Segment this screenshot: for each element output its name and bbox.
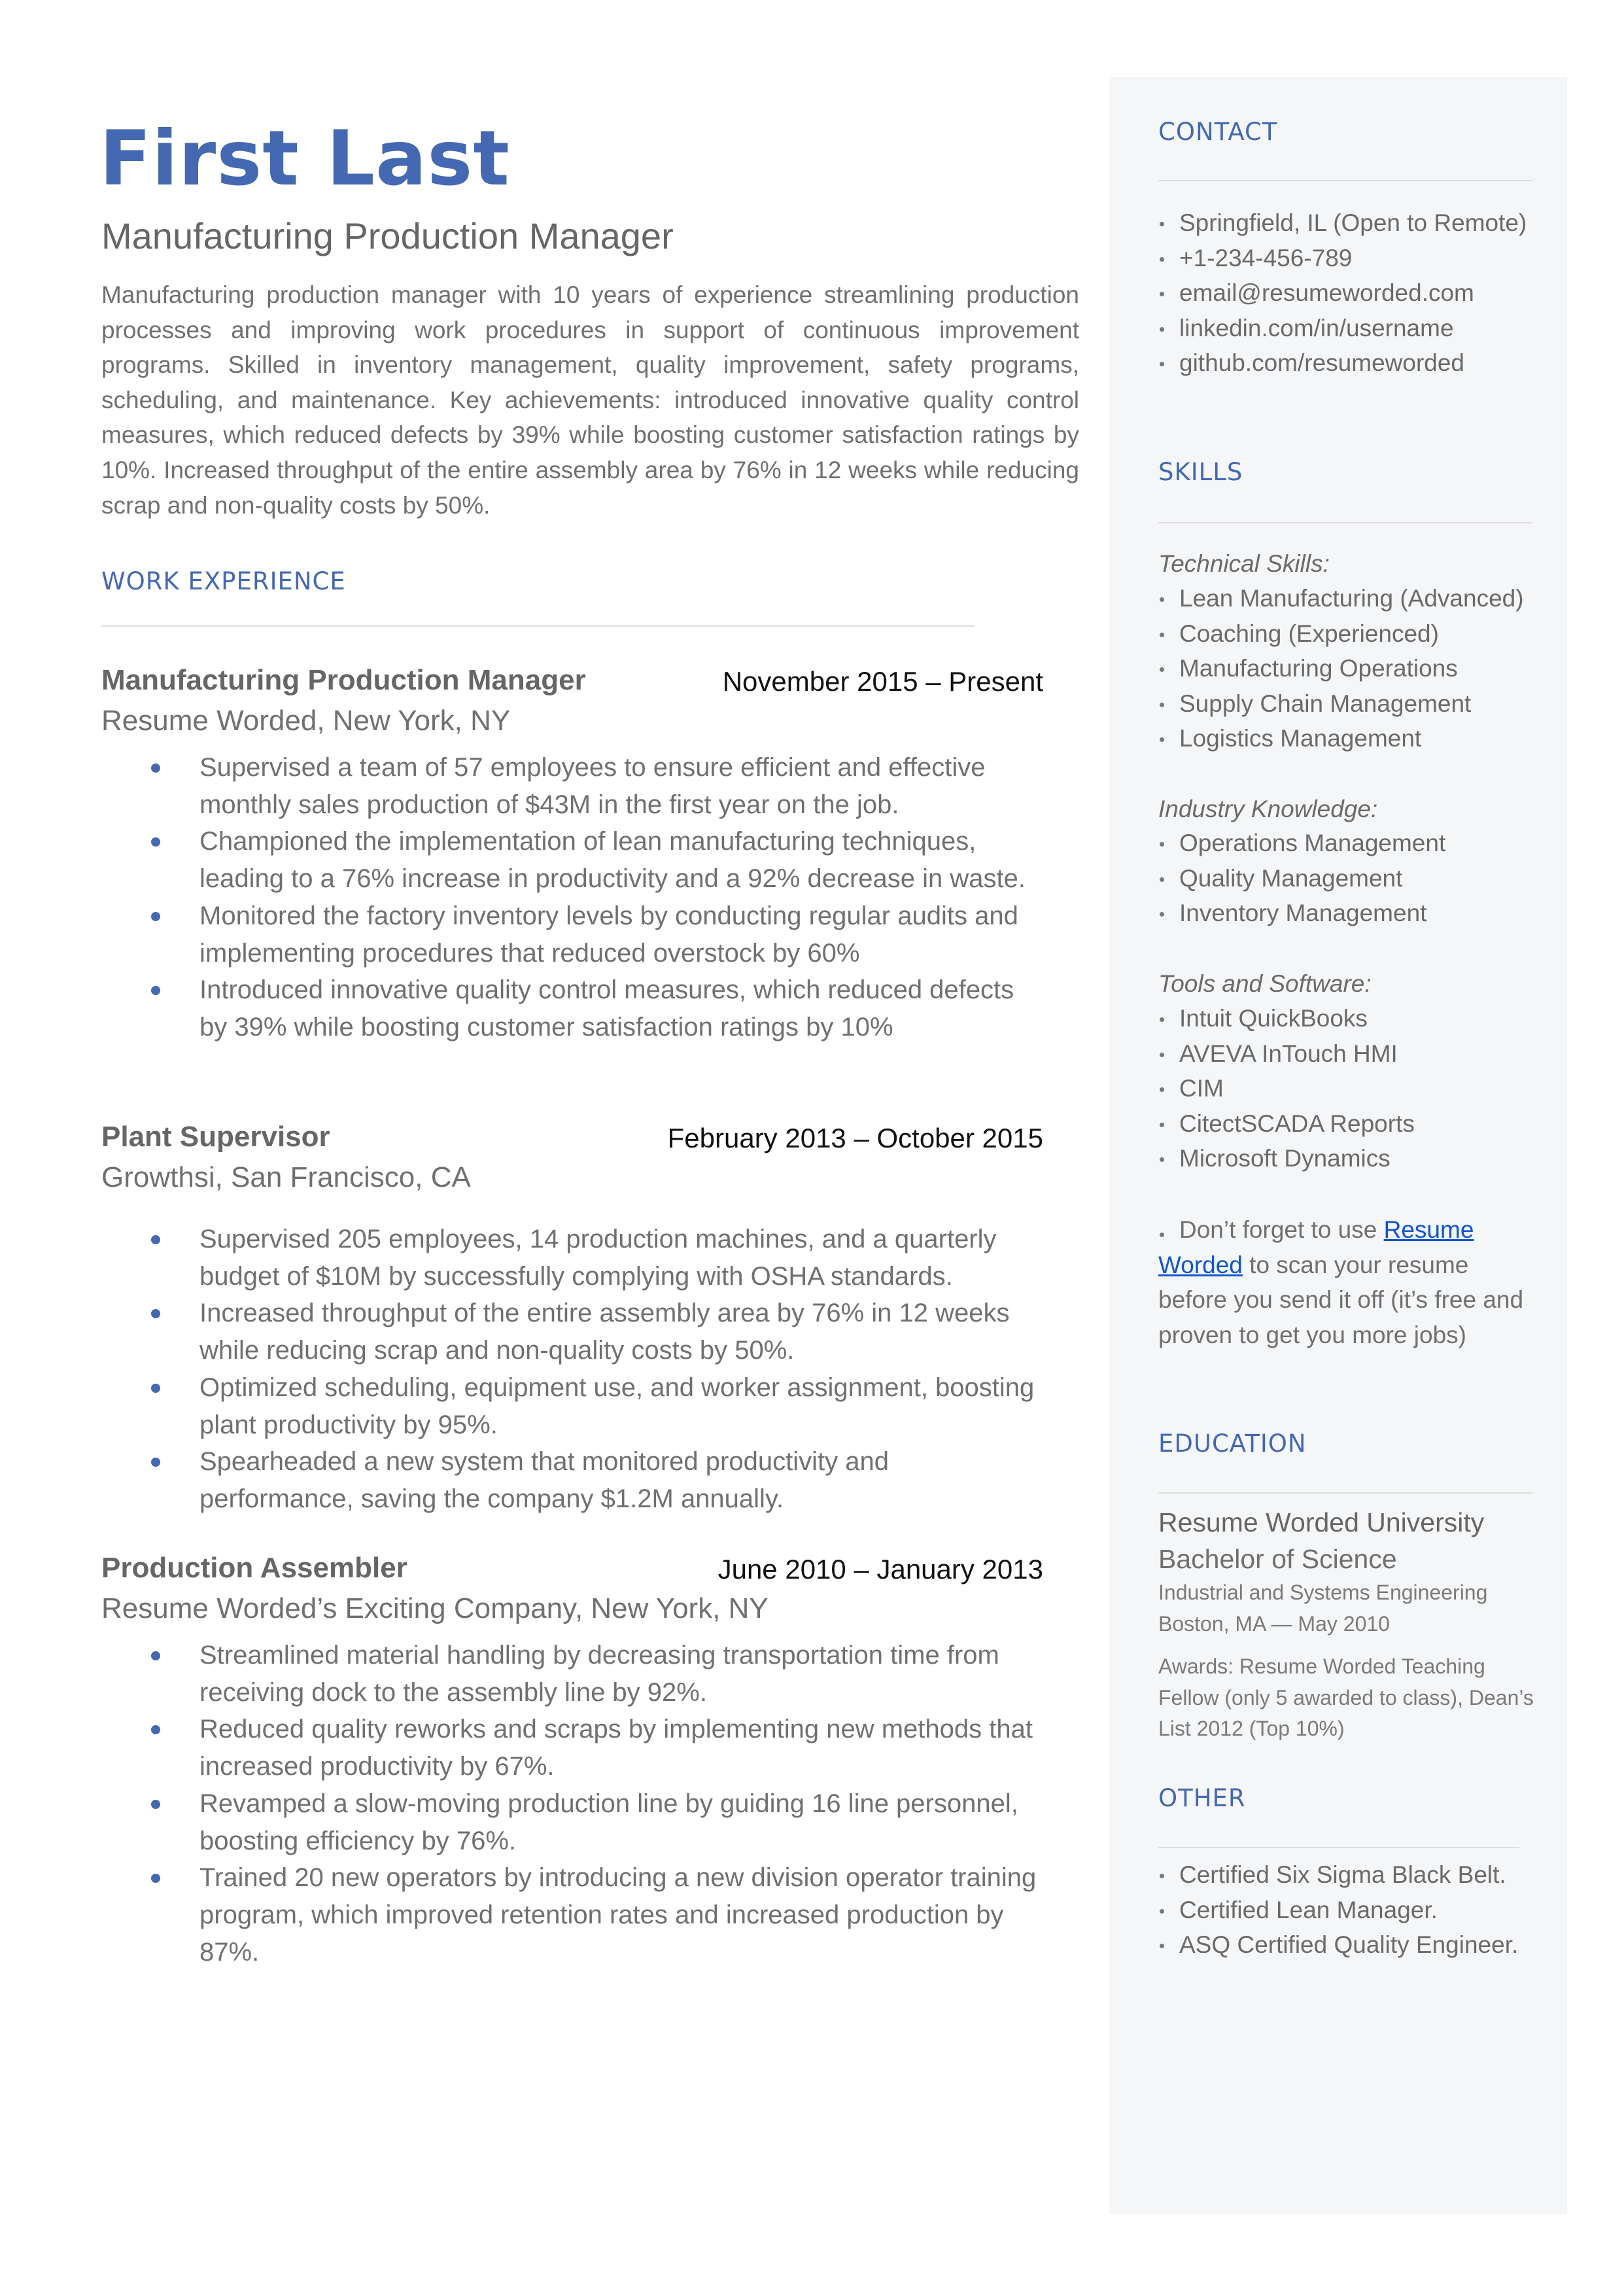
skill-item: Logistics Management <box>1158 721 1544 756</box>
education-heading: EDUCATION <box>1158 1429 1307 1458</box>
skill-item: Manufacturing Operations <box>1158 651 1544 686</box>
bullet-dot-icon <box>151 1874 160 1883</box>
job-title: Plant Supervisor <box>101 1121 330 1153</box>
skills-group-label: Tools and Software: <box>1158 970 1372 997</box>
bullet-dot-icon <box>151 763 160 773</box>
job-dates: November 2015 – Present <box>722 666 1043 697</box>
certification-item: ASQ Certified Quality Engineer. <box>1158 1927 1544 1963</box>
job-entry <box>101 1117 1043 1518</box>
bullet-dot-icon <box>151 837 160 847</box>
education-school: Resume Worded University <box>1158 1507 1485 1537</box>
skill-item: Operations Management <box>1158 826 1544 861</box>
certification-item: Certified Six Sigma Black Belt. <box>1158 1857 1544 1893</box>
bullet-dot-icon <box>1160 667 1164 672</box>
job-company: Resume Worded’s Exciting Company, New York, NY <box>101 1592 769 1624</box>
contact-divider <box>1158 180 1532 181</box>
resume-worded-link[interactable]: Resume Worded <box>1158 1216 1474 1278</box>
job-bullet: Trained 20 new operators by introducing a new division operator training program, which improved retention rates and increased production by 87%. <box>101 1859 1043 1971</box>
resume-worded-tip: Don’t forget to use Resume Worded to scan your resume before you send it off (it’s free and proven to get you more jobs) <box>1158 1216 1524 1348</box>
education-divider <box>1158 1492 1532 1494</box>
skill-item: CIM <box>1158 1071 1544 1106</box>
bullet-dot-icon <box>1160 1087 1164 1092</box>
skill-item: Inventory Management <box>1158 896 1544 931</box>
bullet-dot-icon <box>1160 1157 1164 1162</box>
job-company: Growthsi, San Francisco, CA <box>101 1161 471 1193</box>
bullet-dot-icon <box>151 912 160 921</box>
bullet-dot-icon <box>151 1384 160 1393</box>
job-bullet: Championed the implementation of lean manufacturing techniques, leading to a 76% increase in productivity and a 92% decrease in waste. <box>101 823 1043 897</box>
contact-email[interactable]: email@resumeworded.com <box>1158 275 1544 311</box>
bullet-dot-icon <box>1160 1874 1164 1878</box>
skill-item: Quality Management <box>1158 861 1544 896</box>
skills-divider <box>1158 522 1532 523</box>
contact-location: Springfield, IL (Open to Remote) <box>1158 205 1544 241</box>
bullet-dot-icon <box>1160 1053 1164 1057</box>
education-field: Industrial and Systems Engineering <box>1158 1581 1488 1604</box>
skills-group-label: Industry Knowledge: <box>1158 796 1378 822</box>
bullet-dot-icon <box>151 1651 160 1660</box>
bullet-dot-icon <box>151 1458 160 1467</box>
skill-item: Lean Manufacturing (Advanced) <box>1158 581 1544 616</box>
bullet-dot-icon <box>1160 327 1164 332</box>
bullet-dot-icon <box>1160 1017 1164 1022</box>
skill-item: Intuit QuickBooks <box>1158 1001 1544 1036</box>
contact-linkedin[interactable]: linkedin.com/in/username <box>1158 311 1544 346</box>
work-experience-heading: WORK EXPERIENCE <box>101 567 346 595</box>
job-title: Production Assembler <box>101 1552 407 1584</box>
job-bullet: Spearheaded a new system that monitored productivity and performance, saving the company $1.2M annually. <box>101 1443 1043 1517</box>
bullet-dot-icon <box>151 1725 160 1734</box>
bullet-dot-icon <box>1160 1944 1164 1948</box>
certification-item: Certified Lean Manager. <box>1158 1893 1544 1928</box>
job-bullet: Monitored the factory inventory levels by conducting regular audits and implementing procedures that reduced overstock by 60% <box>101 898 1043 972</box>
bullet-dot-icon <box>1160 633 1164 637</box>
skills-group-label: Technical Skills: <box>1158 550 1330 577</box>
bullet-dot-icon <box>1160 737 1164 742</box>
skill-item: Microsoft Dynamics <box>1158 1141 1544 1176</box>
job-bullet: Introduced innovative quality control measures, which reduced defects by 39% while boosting customer satisfaction ratings by 10% <box>101 972 1043 1045</box>
other-list <box>1158 1857 1544 1963</box>
skills-technical-list <box>1158 581 1544 756</box>
bullet-dot-icon <box>1160 877 1164 882</box>
bullet-dot-icon <box>1160 292 1164 296</box>
other-heading: OTHER <box>1158 1784 1246 1812</box>
job-bullet: Streamlined material handling by decreasing transportation time from receiving dock to the assembly line by 92%. <box>101 1637 1043 1711</box>
skill-item: Supply Chain Management <box>1158 686 1544 722</box>
job-bullet: Increased throughput of the entire assembly area by 76% in 12 weeks while reducing scrap and non-quality costs by 50%. <box>101 1295 1043 1369</box>
bullet-dot-icon <box>1160 597 1164 602</box>
job-company: Resume Worded, New York, NY <box>101 705 511 737</box>
bullet-dot-icon <box>1160 842 1164 847</box>
job-bullet: Supervised a team of 57 employees to ensure efficient and effective monthly sales production of $43M in the first year on the job. <box>101 749 1043 823</box>
bullet-dot-icon <box>151 1800 160 1809</box>
bullet-dot-icon <box>151 986 160 995</box>
bullet-dot-icon <box>151 1309 160 1318</box>
candidate-title: Manufacturing Production Manager <box>101 215 674 256</box>
contact-github[interactable]: github.com/resumeworded <box>1158 345 1544 381</box>
skill-item: AVEVA InTouch HMI <box>1158 1036 1544 1072</box>
job-bullet: Supervised 205 employees, 14 production machines, and a quarterly budget of $10M by successfully complying with OSHA standards. <box>101 1221 1043 1295</box>
contact-list <box>1158 205 1544 381</box>
contact-phone[interactable]: +1-234-456-789 <box>1158 241 1544 276</box>
job-bullets <box>101 1221 1043 1518</box>
job-entry <box>101 1549 1043 1971</box>
bullet-dot-icon <box>1160 1909 1164 1914</box>
bullet-dot-icon <box>1160 257 1164 262</box>
job-dates: June 2010 – January 2013 <box>717 1554 1043 1585</box>
contact-heading: CONTACT <box>1158 118 1278 146</box>
bullet-dot-icon <box>1160 703 1164 707</box>
job-bullets <box>101 1637 1043 1971</box>
job-bullet: Revamped a slow-moving production line by guiding 16 line personnel, boosting efficiency by 76%. <box>101 1785 1043 1859</box>
work-experience-divider <box>101 625 975 627</box>
skill-item: Coaching (Experienced) <box>1158 616 1544 652</box>
summary-paragraph: Manufacturing production manager with 10 years of experience streamlining production processes and improving work procedures in support of continuous improvement programs. Skilled in inventory management, quality improvement, safety programs, scheduling, and maintenance. Key achievements: introduced innovative quality control measures, which reduced defects by 39% while boosting customer satisfaction ratings by 10%. Increased throughput of the entire assembly area by 76% in 12 weeks while reducing scrap and non-quality costs by 50%. <box>101 281 1079 519</box>
candidate-name: First Last <box>99 114 510 203</box>
job-bullet: Optimized scheduling, equipment use, and worker assignment, boosting plant productivity by 95%. <box>101 1369 1043 1443</box>
education-awards: Awards: Resume Worded Teaching Fellow (only 5 awarded to class), Dean’s List 2012 (Top 10%) <box>1158 1655 1534 1740</box>
skills-tools-list <box>1158 1001 1544 1176</box>
job-dates: February 2013 – October 2015 <box>667 1123 1043 1153</box>
bullet-dot-icon <box>1160 222 1164 226</box>
job-entry <box>101 661 1043 1046</box>
skills-heading: SKILLS <box>1158 458 1243 486</box>
skill-item: CitectSCADA Reports <box>1158 1106 1544 1142</box>
job-bullets <box>101 749 1043 1046</box>
job-bullet: Reduced quality reworks and scraps by implementing new methods that increased productivity by 67%. <box>101 1711 1043 1785</box>
job-title: Manufacturing Production Manager <box>101 664 586 696</box>
bullet-dot-icon <box>1160 912 1164 917</box>
bullet-dot-icon <box>1160 1123 1164 1127</box>
skills-industry-list <box>1158 826 1544 931</box>
education-location-date: Boston, MA — May 2010 <box>1158 1612 1390 1636</box>
education-degree: Bachelor of Science <box>1158 1544 1397 1574</box>
bullet-dot-icon <box>151 1235 160 1244</box>
bullet-dot-icon <box>1160 362 1164 366</box>
other-divider <box>1158 1847 1519 1848</box>
